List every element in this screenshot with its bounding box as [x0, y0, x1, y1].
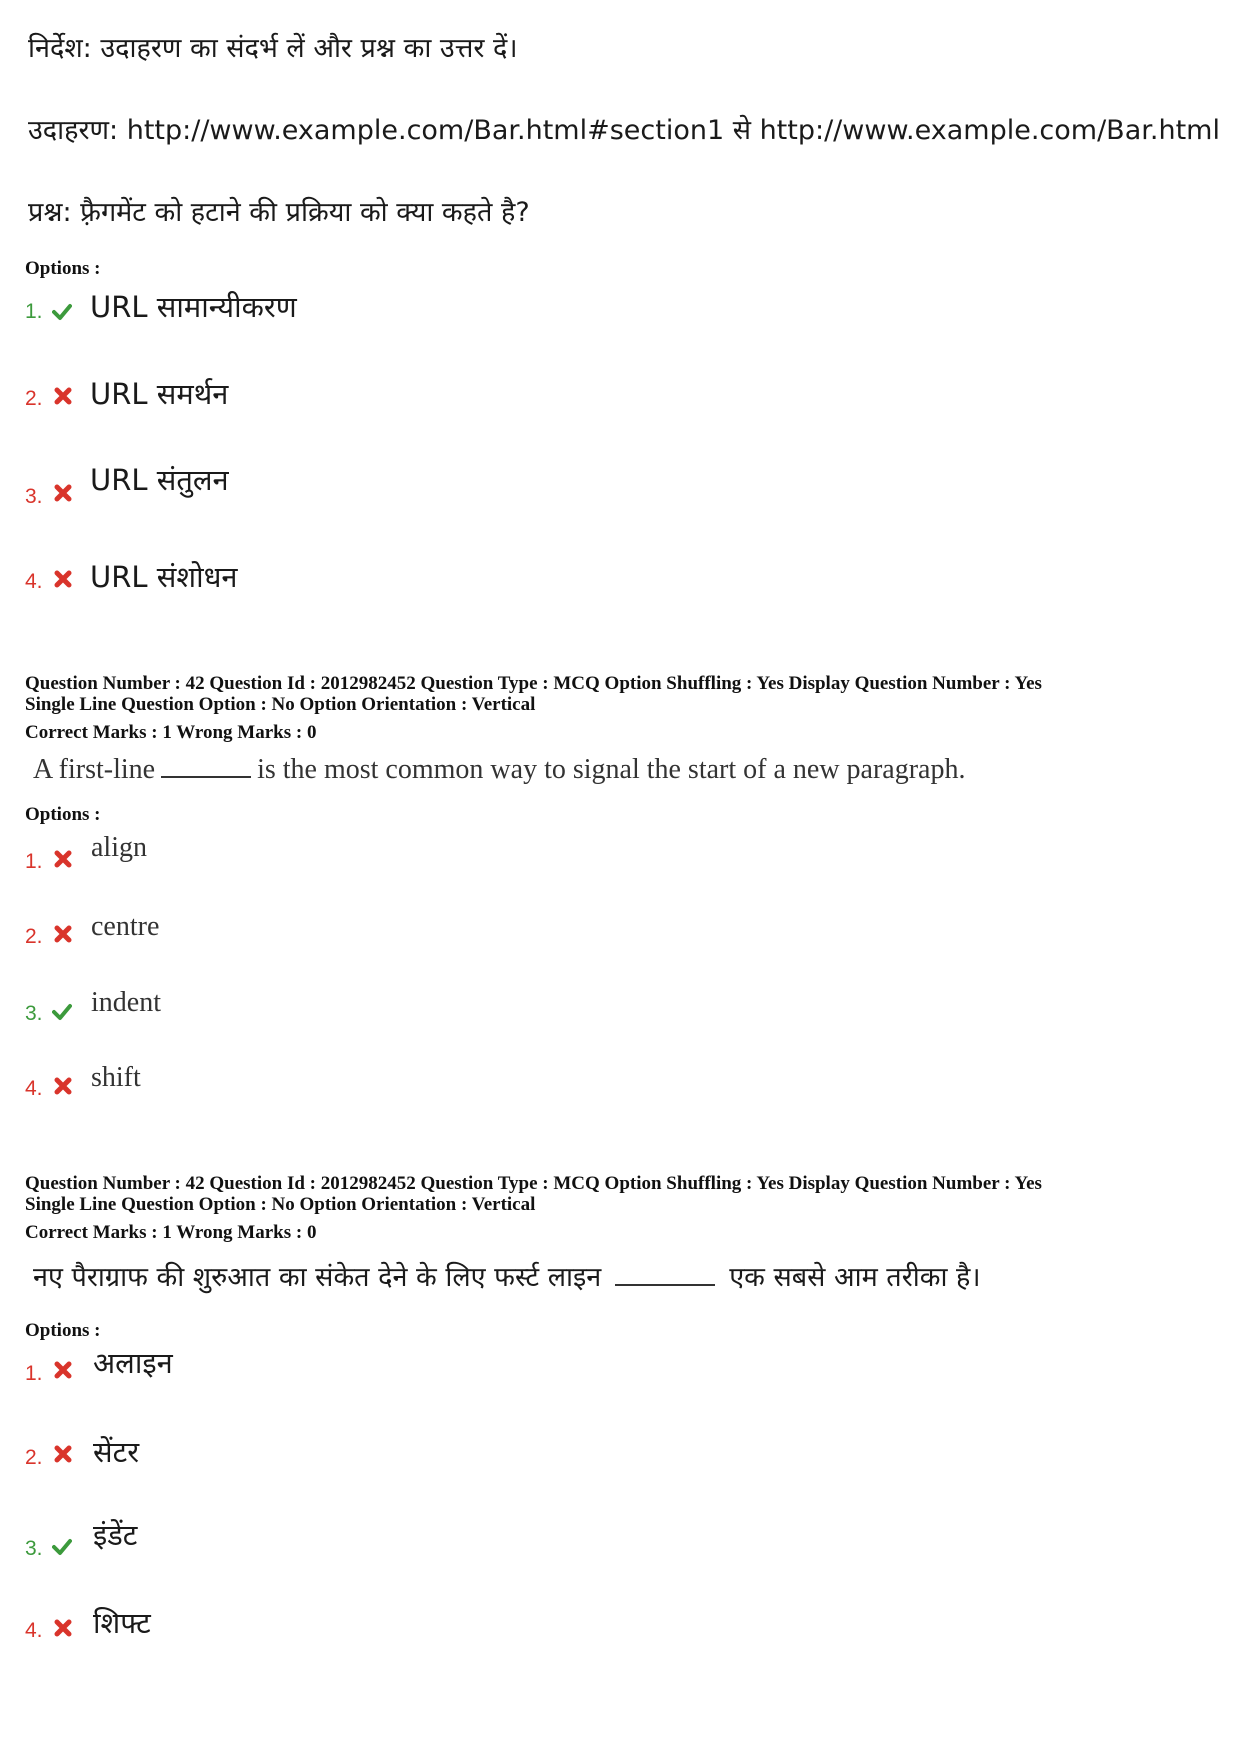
option-text: indent — [91, 987, 161, 1018]
option-text: URL संशोधन — [90, 560, 238, 594]
option-text: align — [91, 832, 147, 863]
answer-blank — [615, 1264, 715, 1286]
question-text: प्रश्न: फ़्रैगमेंट को हटाने की प्रक्रिया को क्या कहते है? — [28, 197, 530, 228]
option-number: 2. — [25, 387, 43, 410]
question-part1: A first-line — [33, 754, 156, 785]
check-icon — [52, 302, 72, 322]
option-number: 2. — [25, 1446, 43, 1469]
option-text: इंडेंट — [93, 1518, 138, 1552]
option-number: 4. — [25, 570, 43, 593]
option-text: URL सामान्यीकरण — [90, 290, 297, 324]
option-text: URL संतुलन — [90, 463, 229, 497]
question-meta-line1: Question Number : 42 Question Id : 2012982452 Question Type : MCQ Option Shuffling : Yes Display Question Number : Yes — [25, 673, 1042, 694]
option-number: 4. — [25, 1077, 43, 1100]
option-3 — [25, 485, 43, 509]
option-4 — [25, 1619, 43, 1643]
option-number: 3. — [25, 1002, 43, 1025]
question-meta-line2: Single Line Question Option : No Option Orientation : Vertical — [25, 694, 536, 715]
option-number: 3. — [25, 485, 43, 508]
option-text: centre — [91, 911, 160, 942]
question-text — [33, 754, 965, 786]
option-text: URL समर्थन — [90, 377, 229, 411]
options-label: Options : — [25, 804, 101, 825]
question-text — [33, 1257, 981, 1294]
option-4 — [25, 1077, 43, 1101]
question-part2: एक सबसे आम तरीका है। — [729, 1262, 981, 1293]
check-icon — [52, 1537, 72, 1557]
option-number: 1. — [25, 850, 43, 873]
example-text: उदाहरण: http://www.example.com/Bar.html#section1 से http://www.example.com/Bar.html — [28, 115, 1220, 146]
question-meta-line2: Single Line Question Option : No Option Orientation : Vertical — [25, 1194, 536, 1215]
cross-icon — [53, 483, 73, 503]
question-part1: नए पैराग्राफ की शुरुआत का संकेत देने के लिए फर्स्ट लाइन — [33, 1262, 602, 1293]
option-2 — [25, 925, 43, 949]
option-text: shift — [91, 1062, 141, 1093]
option-number: 2. — [25, 925, 43, 948]
option-3 — [25, 1537, 43, 1561]
cross-icon — [53, 569, 73, 589]
cross-icon — [53, 1076, 73, 1096]
question-meta-line1: Question Number : 42 Question Id : 2012982452 Question Type : MCQ Option Shuffling : Yes Display Question Number : Yes — [25, 1173, 1042, 1194]
options-label: Options : — [25, 1320, 101, 1341]
cross-icon — [53, 849, 73, 869]
option-number: 1. — [25, 300, 43, 323]
cross-icon — [53, 924, 73, 944]
option-number: 4. — [25, 1619, 43, 1642]
option-1 — [25, 1362, 43, 1386]
option-2 — [25, 387, 43, 411]
options-label: Options : — [25, 258, 101, 279]
option-3 — [25, 1002, 43, 1026]
option-number: 1. — [25, 1362, 43, 1385]
cross-icon — [53, 1618, 73, 1638]
question-part2: is the most common way to signal the start of a new paragraph. — [257, 754, 966, 785]
cross-icon — [53, 1360, 73, 1380]
cross-icon — [53, 386, 73, 406]
check-icon — [52, 1002, 72, 1022]
option-text: अलाइन — [93, 1346, 173, 1380]
option-1 — [25, 300, 43, 324]
option-2 — [25, 1446, 43, 1470]
option-1 — [25, 850, 43, 874]
marks-info: Correct Marks : 1 Wrong Marks : 0 — [25, 722, 317, 743]
marks-info: Correct Marks : 1 Wrong Marks : 0 — [25, 1222, 317, 1243]
option-4 — [25, 570, 43, 594]
option-number: 3. — [25, 1537, 43, 1560]
option-text: सेंटर — [93, 1435, 140, 1469]
cross-icon — [53, 1444, 73, 1464]
instruction-text: निर्देश: उदाहरण का संदर्भ लें और प्रश्न का उत्तर दें। — [28, 33, 518, 64]
answer-blank — [161, 756, 251, 778]
option-text: शिफ्ट — [93, 1606, 151, 1640]
